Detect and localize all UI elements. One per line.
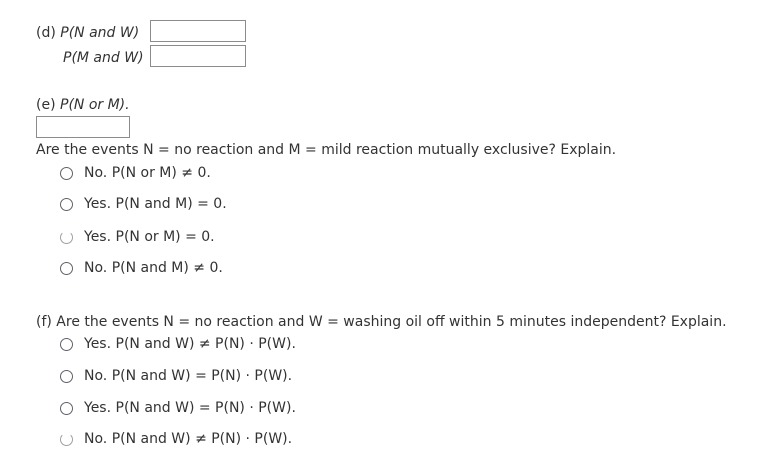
option-label: Yes. P(N and W) = P(N) · P(W). (84, 400, 296, 416)
p-m-and-w-label: P(M and W) (63, 50, 144, 66)
option-label: No. P(N or M) ≠ 0. (84, 165, 211, 181)
radio-option-f-4[interactable] (60, 429, 292, 449)
part-e-label (36, 96, 130, 114)
radio-option-e-2[interactable] (60, 194, 227, 214)
radio-option-e-4[interactable] (60, 258, 223, 278)
option-label: Yes. P(N or M) = 0. (84, 229, 215, 245)
radio-button[interactable] (60, 167, 73, 180)
independence-question: (f) Are the events N = no reaction and W = washing oil off within 5 minutes independent? Explain. (36, 314, 727, 330)
radio-option-e-1[interactable] (60, 163, 211, 183)
radio-button[interactable] (60, 198, 73, 211)
p-n-or-m-input[interactable] (36, 116, 130, 138)
part-d-prefix: (d) (36, 25, 56, 41)
p-n-and-w-input[interactable] (150, 20, 246, 42)
radio-option-e-3[interactable] (60, 227, 215, 247)
option-label: No. P(N and M) ≠ 0. (84, 260, 223, 276)
radio-option-f-3[interactable] (60, 398, 296, 418)
radio-button[interactable] (60, 231, 73, 244)
p-n-and-w-label: P(N and W) (60, 25, 140, 41)
option-label: No. P(N and W) ≠ P(N) · P(W). (84, 431, 293, 447)
mutually-exclusive-question: Are the events N = no reaction and M = mild reaction mutually exclusive? Explain. (36, 142, 617, 158)
option-label: No. P(N and W) = P(N) · P(W). (84, 368, 293, 384)
p-m-and-w-input[interactable] (150, 45, 246, 67)
radio-option-f-2[interactable] (60, 366, 292, 386)
part-d-row1-label (36, 24, 139, 42)
radio-button[interactable] (60, 433, 73, 446)
radio-button[interactable] (60, 338, 73, 351)
option-label: Yes. P(N and M) = 0. (84, 196, 227, 212)
radio-button[interactable] (60, 262, 73, 275)
radio-button[interactable] (60, 370, 73, 383)
part-e-prefix: (e) (36, 97, 56, 113)
radio-button[interactable] (60, 402, 73, 415)
p-n-or-m-label: P(N or M). (60, 97, 130, 113)
option-label: Yes. P(N and W) ≠ P(N) · P(W). (84, 336, 296, 352)
radio-option-f-1[interactable] (60, 334, 296, 354)
